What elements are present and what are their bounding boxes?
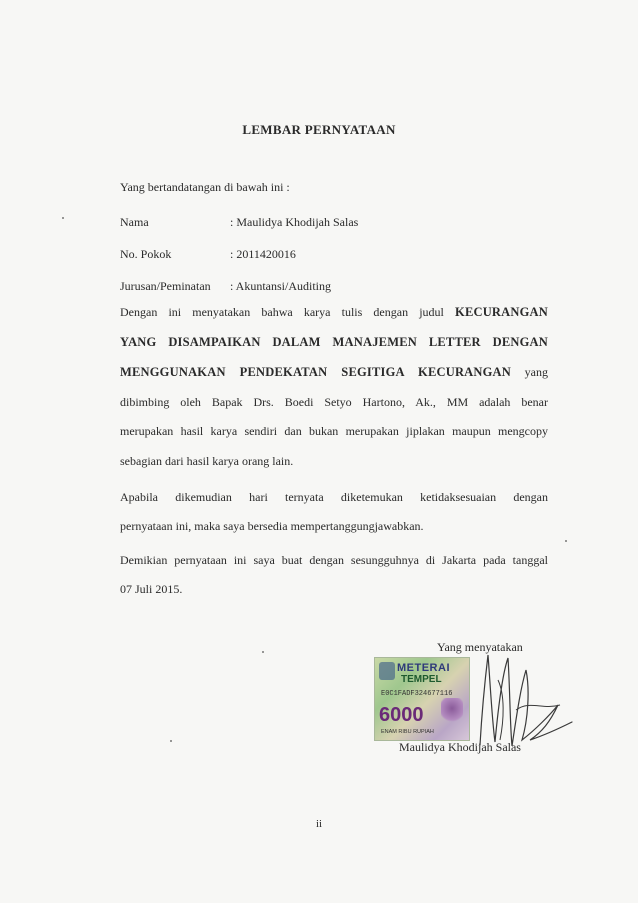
stamp-logo-icon bbox=[379, 662, 395, 680]
paragraph1-line1-text: Dengan ini menyatakan bahwa karya tulis dengan judul bbox=[120, 305, 444, 319]
paragraph1-line3-bold: MENGGUNAKAN PENDEKATAN SEGITIGA KECURANGAN bbox=[120, 365, 511, 379]
paragraph1-line6: sebagian dari hasil karya orang lain. bbox=[120, 454, 294, 468]
stamp-subtitle: TEMPEL bbox=[401, 674, 442, 685]
paragraph1-line2: YANG DISAMPAIKAN DALAM MANAJEMEN LETTER DENGAN bbox=[120, 335, 548, 349]
signatory-name: Maulidya Khodijah Salas bbox=[399, 740, 521, 754]
field-value-no-pokok: : 2011420016 bbox=[230, 247, 296, 261]
field-value-nama: : Maulidya Khodijah Salas bbox=[230, 215, 359, 229]
paragraph3-line2: 07 Juli 2015. bbox=[120, 582, 183, 596]
page-number: ii bbox=[315, 818, 323, 830]
paragraph1-line1-bold: KECURANGAN bbox=[455, 305, 548, 319]
scan-speck bbox=[62, 217, 64, 219]
paragraph1-line3-text: yang bbox=[524, 365, 548, 379]
paragraph1-line1 bbox=[120, 305, 548, 320]
scan-speck bbox=[170, 740, 172, 742]
stamp-code: E0C1FADF324677116 bbox=[381, 690, 453, 698]
stamp-title: METERAI bbox=[397, 662, 450, 674]
stamp-words: ENAM RIBU RUPIAH bbox=[381, 729, 434, 735]
stamp-value: 6000 bbox=[379, 704, 424, 726]
paragraph3-line1: Demikian pernyataan ini saya buat dengan sesungguhnya di Jakarta pada tanggal bbox=[120, 553, 548, 567]
scan-speck bbox=[565, 540, 567, 542]
field-label-nama: Nama bbox=[120, 215, 149, 229]
document-title: LEMBAR PERNYATAAN bbox=[242, 122, 396, 137]
paragraph2-line2: pernyataan ini, maka saya bersedia mempertanggungjawabkan. bbox=[120, 519, 424, 533]
scan-speck bbox=[262, 651, 264, 653]
intro-text: Yang bertandatangan di bawah ini : bbox=[120, 180, 290, 194]
field-label-no-pokok: No. Pokok bbox=[120, 247, 172, 261]
paragraph1-line5: merupakan hasil karya sendiri dan bukan merupakan jiplakan maupun mengcopy bbox=[120, 424, 548, 438]
signature-label: Yang menyatakan bbox=[437, 640, 523, 654]
paragraph1-line3 bbox=[120, 365, 548, 380]
paragraph2-line1: Apabila dikemudian hari ternyata diketemukan ketidaksesuaian dengan bbox=[120, 490, 548, 504]
field-label-jurusan: Jurusan/Peminatan bbox=[120, 279, 211, 293]
paragraph1-line4: dibimbing oleh Bapak Drs. Boedi Setyo Hartono, Ak., MM adalah benar bbox=[120, 395, 548, 409]
field-value-jurusan: : Akuntansi/Auditing bbox=[230, 279, 332, 293]
